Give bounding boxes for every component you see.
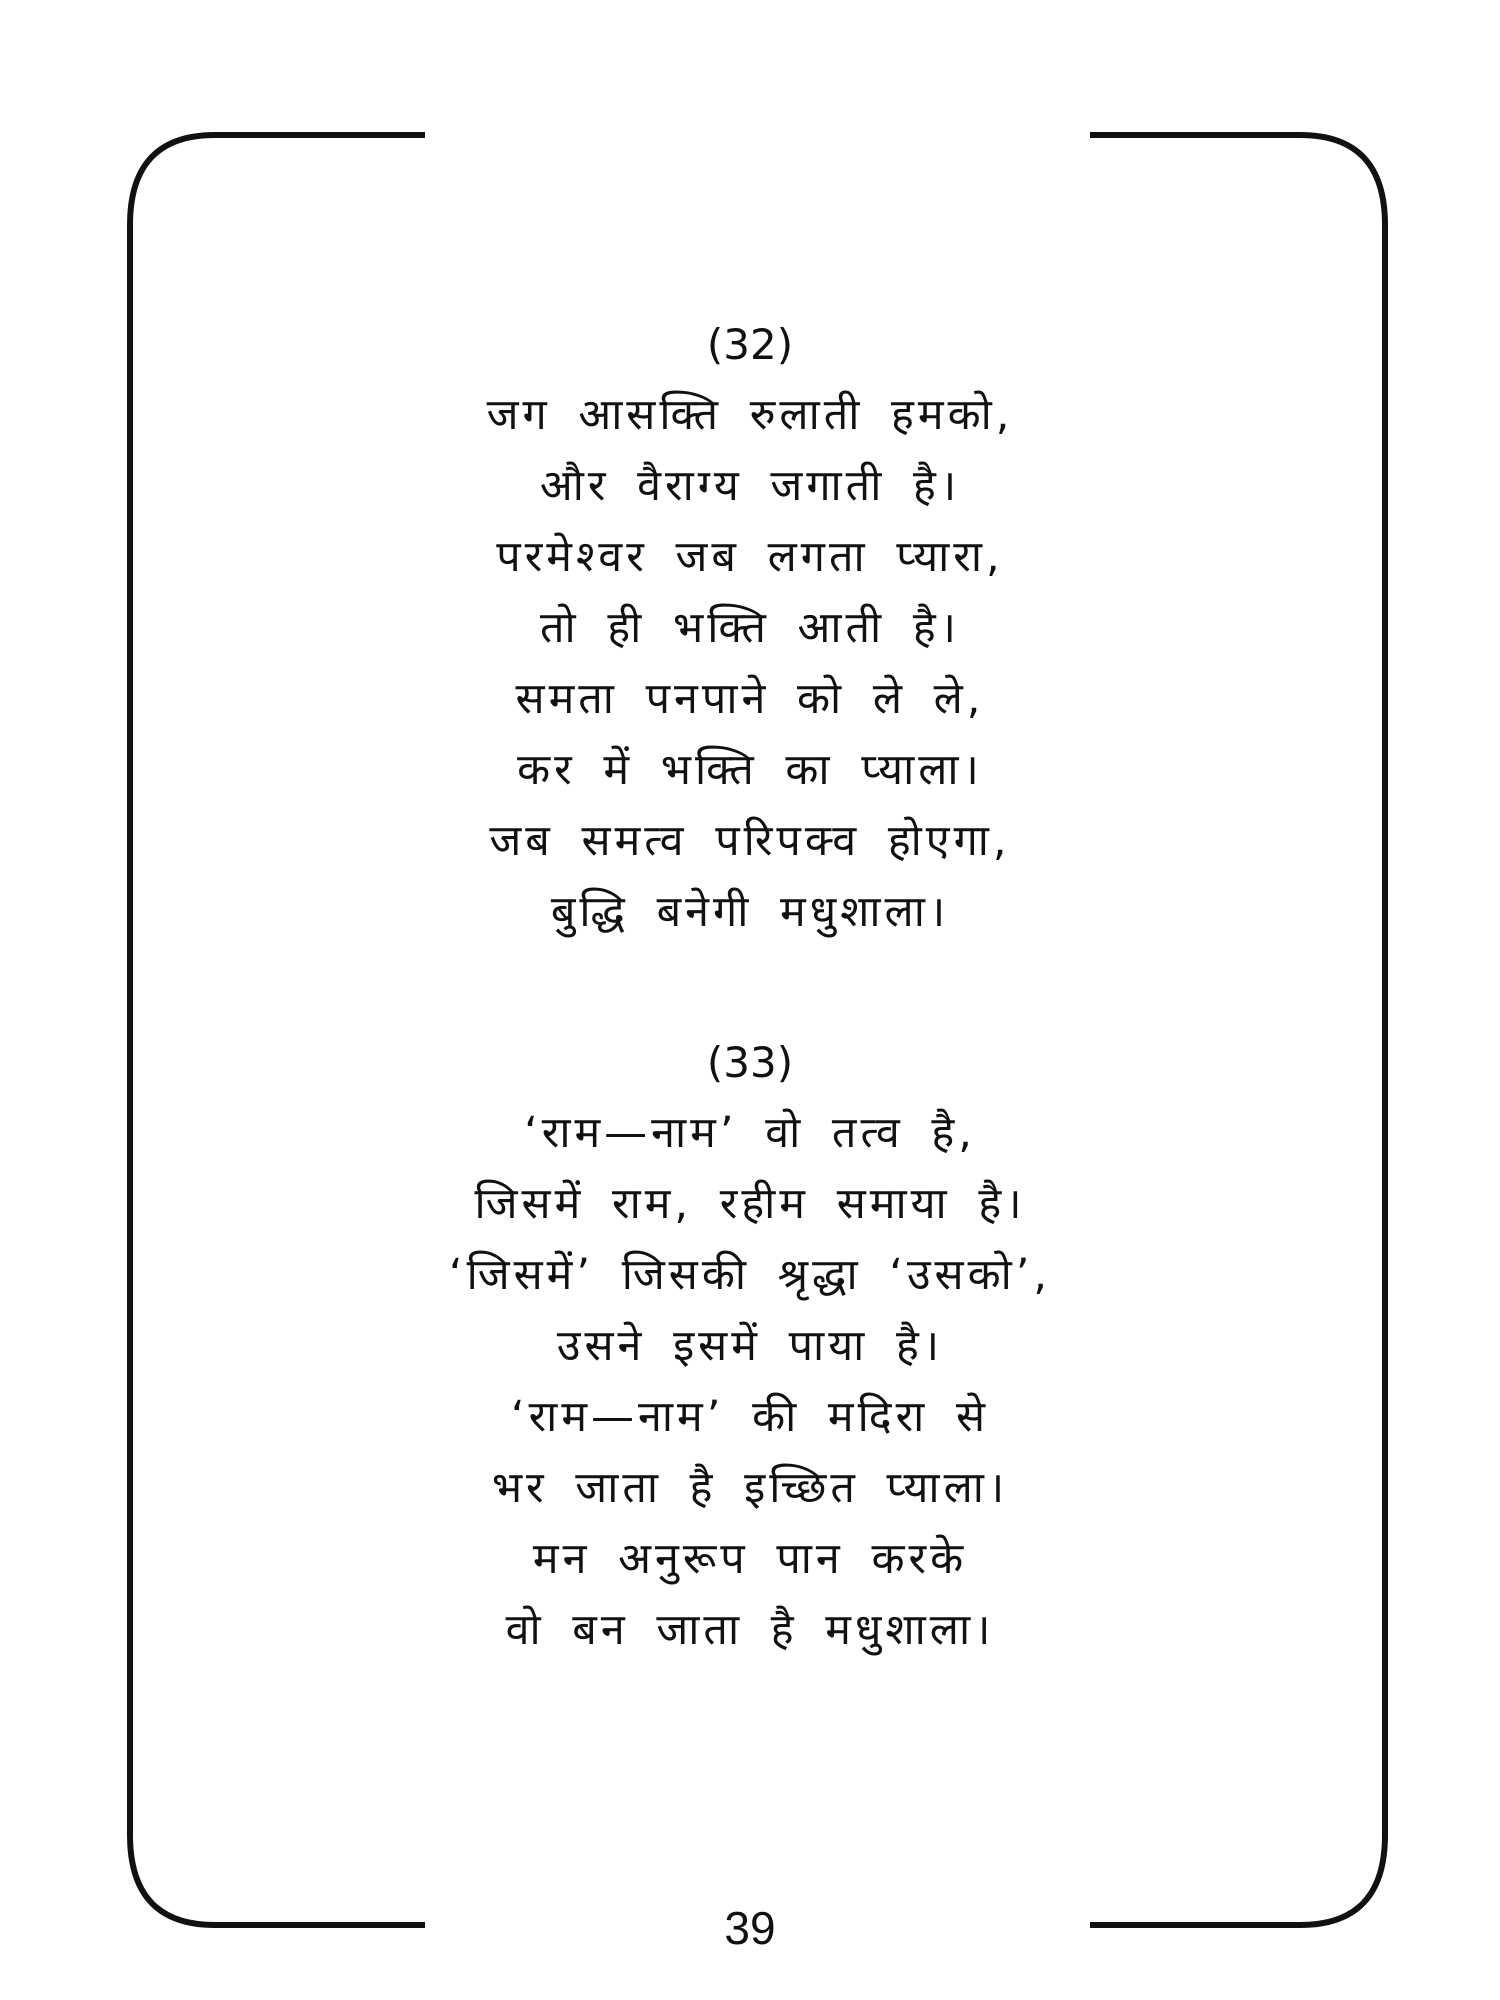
stanza-number: (33) (706, 1038, 794, 1087)
verse-line: मन अनुरूप पान करके (532, 1534, 968, 1584)
verse-line: ‘जिसमें’ जिसकी श्रृद्धा ‘उसको’, (448, 1250, 1052, 1300)
page-number: 39 (724, 1902, 776, 1954)
verse-line: वो बन जाता है मधुशाला। (505, 1605, 995, 1655)
stanza-32 (0, 312, 1500, 948)
verse-line: समता पनपाने को ले ले, (515, 674, 985, 724)
verse-line: कर में भक्ति का प्याला। (517, 745, 983, 795)
verse-line: जिसमें राम, रहीम समाया है। (474, 1179, 1026, 1229)
verse-line: जब समत्व परिपक्व होएगा, (489, 816, 1011, 866)
verse-line: ‘राम—नाम’ वो तत्व है, (524, 1108, 976, 1158)
verse-line: परमेश्वर जब लगता प्यारा, (496, 532, 1004, 582)
verse-line: भर जाता है इच्छित प्याला। (491, 1463, 1009, 1513)
verse-line: बुद्धि बनेगी मधुशाला। (550, 887, 950, 937)
verse-line: तो ही भक्ति आती है। (540, 603, 960, 653)
verse-line: और वैराग्य जगाती है। (539, 461, 961, 511)
verse-line: जग आसक्ति रुलाती हमको, (486, 390, 1014, 440)
stanza-number: (32) (706, 320, 794, 369)
verse-line: ‘राम—नाम’ की मदिरा से (510, 1392, 990, 1442)
stanza-33 (0, 1030, 1500, 1666)
verse-line: उसने इसमें पाया है। (556, 1321, 944, 1371)
